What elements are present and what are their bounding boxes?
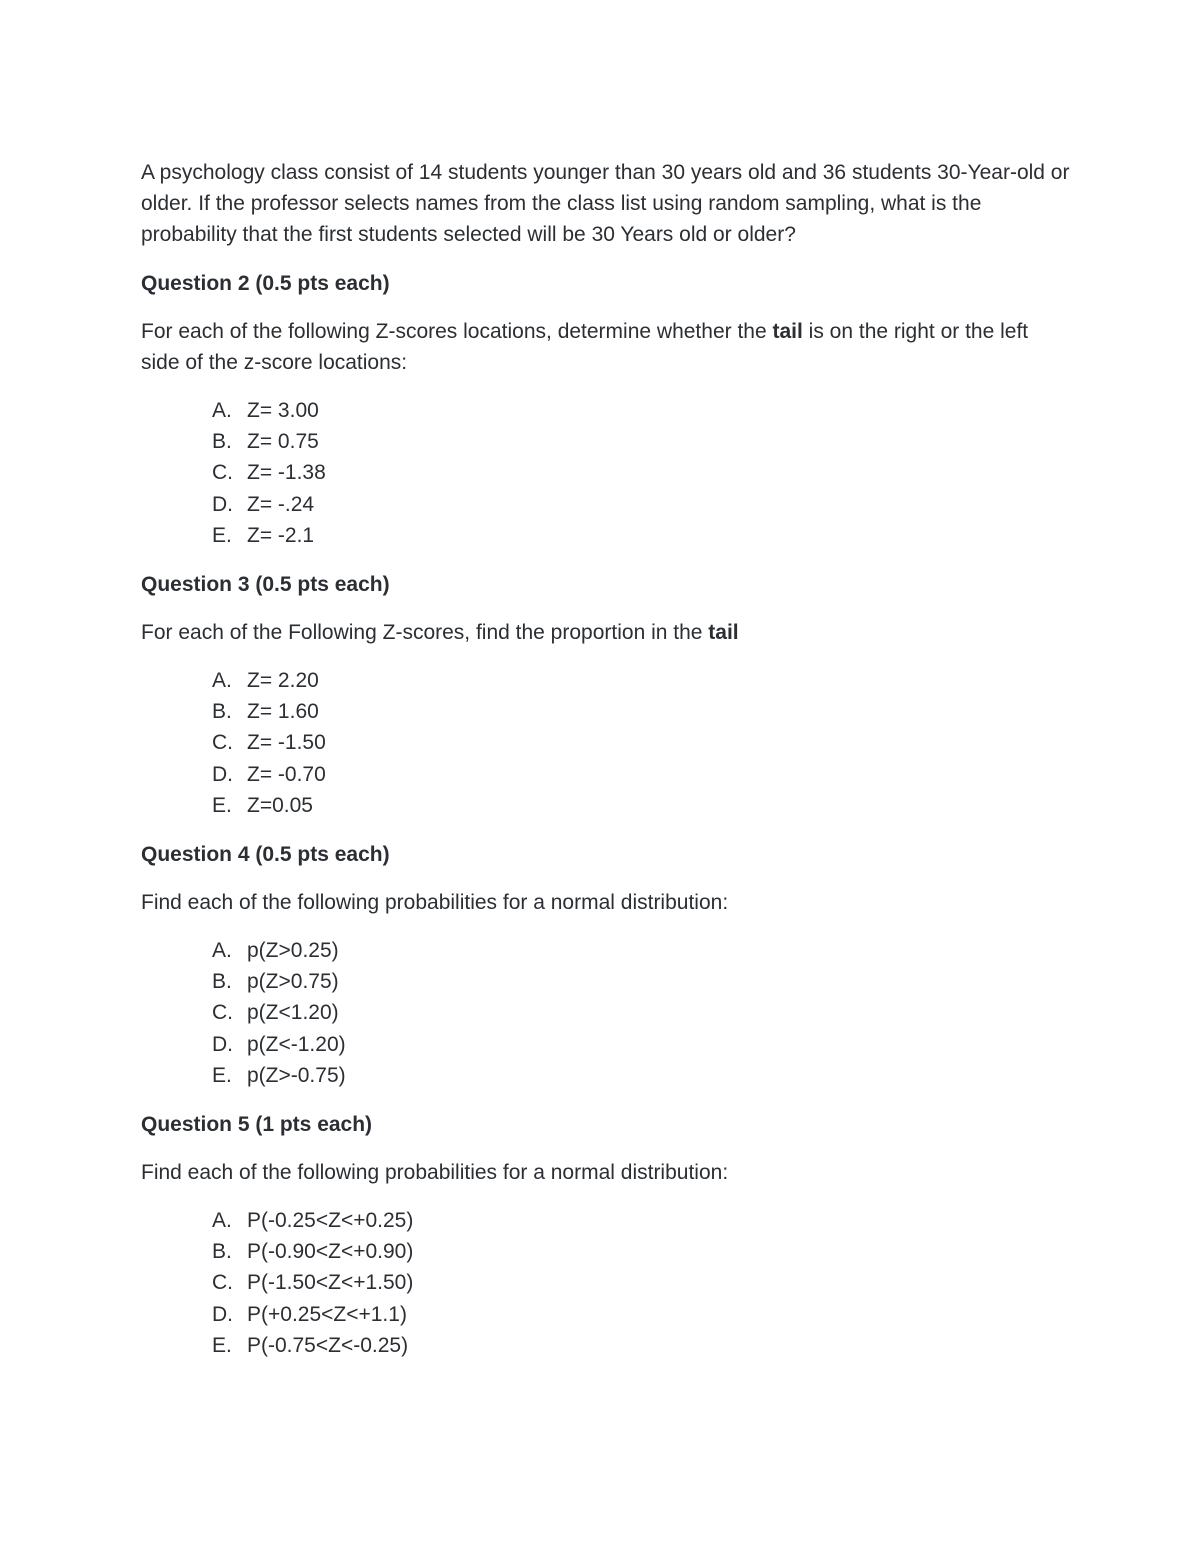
item-text: P(-0.90<Z<+0.90) [247, 1240, 414, 1264]
item-letter: E. [212, 523, 232, 547]
item-text: P(-0.25<Z<+0.25) [247, 1209, 414, 1233]
question-3-intro [141, 617, 1071, 648]
question-5-heading: Question 5 (1 pts each) [141, 1113, 373, 1137]
question-3-list [141, 665, 1071, 821]
item-letter: D. [212, 1032, 233, 1056]
item-letter: A. [212, 939, 232, 963]
question-3-intro-bold: tail [708, 621, 739, 645]
document-page [141, 157, 1071, 1379]
question-4-intro: Find each of the following probabilities for a normal distribution: [141, 891, 729, 915]
item-text: p(Z<1.20) [247, 1001, 339, 1025]
item-letter: C. [212, 731, 233, 755]
question-2-intro-pre: For each of the following Z-scores locations, determine whether the [141, 320, 773, 343]
question-2-list [141, 395, 1071, 551]
question-3-heading: Question 3 (0.5 pts each) [141, 573, 390, 597]
item-letter: C. [212, 1271, 233, 1295]
item-letter: A. [212, 669, 232, 693]
list-item [212, 665, 1071, 696]
item-text: P(-0.75<Z<-0.25) [247, 1333, 409, 1357]
item-letter: D. [212, 762, 233, 786]
list-item [212, 395, 1071, 426]
question-1-text: A psychology class consist of 14 students younger than 30 years old and 36 students 30-Year-old or older. If the professor selects names from the class list using random sampling, what is the probability that the first students selected will be 30 Years old or older? [141, 161, 1070, 246]
question-2-intro-bold: tail [772, 320, 803, 343]
list-item [212, 966, 1071, 997]
list-item [212, 489, 1071, 520]
list-item [212, 1205, 1071, 1236]
list-item [212, 696, 1071, 727]
item-text: Z= 3.00 [247, 399, 319, 422]
item-text: Z= -0.70 [247, 762, 326, 786]
list-item [212, 1060, 1071, 1091]
list-item [212, 1236, 1071, 1267]
question-4-list [141, 935, 1071, 1091]
list-item [212, 727, 1071, 758]
list-item [212, 759, 1071, 790]
item-text: P(-1.50<Z<+1.50) [247, 1271, 414, 1295]
item-text: p(Z<-1.20) [247, 1032, 346, 1056]
item-text: Z=0.05 [247, 793, 313, 817]
item-letter: A. [212, 399, 232, 422]
list-item [212, 997, 1071, 1028]
item-text: p(Z>0.25) [247, 939, 339, 963]
item-text: Z= 1.60 [247, 700, 319, 724]
question-2-heading: Question 2 (0.5 pts each) [141, 272, 390, 295]
question-4-heading: Question 4 (0.5 pts each) [141, 843, 390, 867]
question-3-intro-pre: For each of the Following Z-scores, find the proportion in the [141, 621, 709, 645]
item-letter: D. [212, 492, 233, 516]
item-text: Z= -2.1 [247, 523, 315, 547]
question-2-intro [141, 316, 1071, 378]
list-item [212, 790, 1071, 821]
list-item [212, 1330, 1071, 1361]
list-item [212, 1299, 1071, 1330]
item-letter: B. [212, 1240, 232, 1264]
list-item [212, 935, 1071, 966]
item-letter: A. [212, 1209, 232, 1233]
question-2-intro-post: is on the right or the left side of the z-score locations: [141, 320, 1029, 374]
list-item [212, 520, 1071, 551]
list-item [212, 426, 1071, 457]
question-5-list [141, 1205, 1071, 1361]
item-text: Z= -.24 [247, 492, 315, 516]
list-item [212, 1267, 1071, 1298]
list-item [212, 1029, 1071, 1060]
item-text: Z= 2.20 [247, 669, 319, 693]
item-letter: E. [212, 1333, 232, 1357]
item-letter: B. [212, 970, 232, 994]
item-text: Z= -1.38 [247, 461, 326, 485]
item-text: p(Z>-0.75) [247, 1063, 346, 1087]
item-letter: D. [212, 1302, 233, 1326]
item-letter: B. [212, 700, 232, 724]
item-letter: E. [212, 793, 232, 817]
question-5-intro: Find each of the following probabilities for a normal distribution: [141, 1161, 729, 1185]
item-text: P(+0.25<Z<+1.1) [247, 1302, 407, 1326]
item-letter: C. [212, 1001, 233, 1025]
item-letter: B. [212, 430, 232, 454]
item-text: Z= -1.50 [247, 731, 326, 755]
item-letter: C. [212, 461, 233, 485]
item-text: Z= 0.75 [247, 430, 319, 454]
item-text: p(Z>0.75) [247, 970, 339, 994]
item-letter: E. [212, 1063, 232, 1087]
list-item [212, 457, 1071, 488]
